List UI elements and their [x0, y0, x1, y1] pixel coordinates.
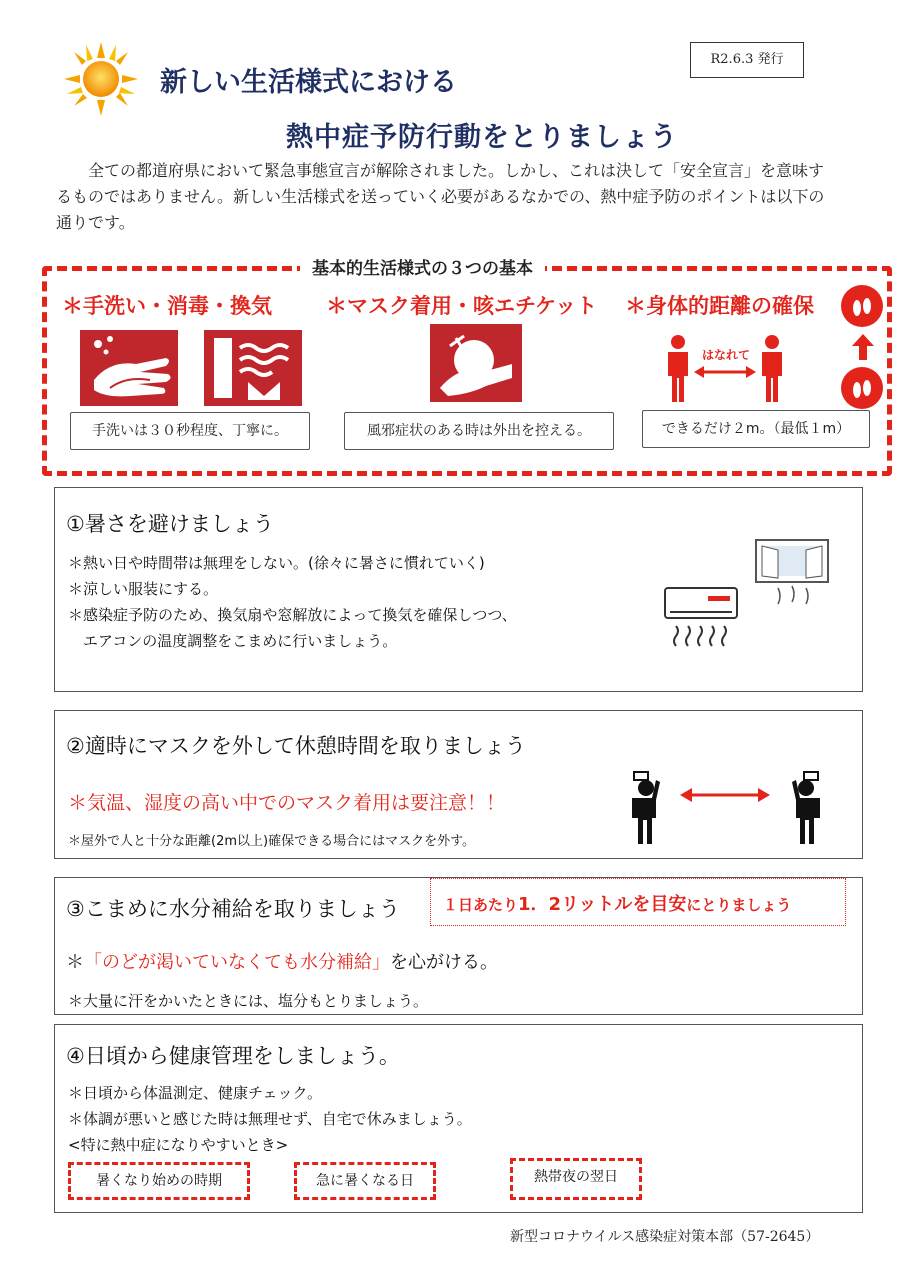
bullet: ＊ [66, 952, 84, 973]
risk-tag: 急に暑くなる日 [294, 1162, 436, 1200]
air-conditioner-icon [664, 586, 738, 648]
section1-item: エアコンの温度調整をこまめに行いましょう。 [68, 632, 398, 650]
distance-label: はなれて [702, 348, 751, 362]
issue-date-badge: R2.6.3 発行 [690, 42, 804, 78]
risk-tag: 暑くなり始めの時期 [68, 1162, 250, 1200]
footer-department: 新型コロナウイルス感染症対策本部（57‐2645） [510, 1229, 820, 1245]
section4-item: ＊体調が悪いと感じた時は無理せず、自宅で休みましょう。 [68, 1110, 472, 1128]
hydration-emphasis: 「のどが渇いていなくても水分補給」 [84, 952, 390, 973]
basics-heading-handwash: ＊手洗い・消毒・換気 [62, 294, 272, 318]
section1-item: ＊熱い日や時間帯は無理をしない。(徐々に暑さに慣れていく) [68, 554, 485, 572]
basics-title: 基本的生活様式の３つの基本 [300, 254, 545, 279]
section4-item: ＊日頃から体温測定、健康チェック。 [68, 1084, 322, 1102]
ventilation-icon [204, 330, 302, 406]
hydration-callout [430, 878, 846, 926]
callout-amount: 1．2リットルを目安 [518, 894, 687, 915]
person-icon [664, 334, 692, 404]
basics-heading-mask: ＊マスク着用・咳エチケット [326, 294, 598, 318]
page-title-line1: 新しい生活様式における [160, 67, 457, 98]
basics-heading-distance: ＊身体的距離の確保 [625, 294, 814, 318]
open-window-icon [752, 538, 832, 608]
risk-tag: 熱帯夜の翌日 [510, 1158, 642, 1200]
handwash-icon [80, 330, 178, 406]
section3-title: ③こまめに水分補給を取りましょう [66, 897, 400, 921]
page-title-line2: 熱中症予防行動をとりましょう [286, 122, 678, 153]
person-removing-mask-icon [626, 770, 666, 846]
double-arrow-icon [680, 787, 770, 803]
callout-suffix: にとりましょう [686, 896, 792, 914]
section4-subheading: <特に熱中症になりやすいとき> [68, 1136, 289, 1154]
person-icon [758, 334, 786, 404]
section2-warning: ＊気温、湿度の高い中でのマスク着用は要注意！！ [68, 792, 506, 814]
up-arrow-icon [852, 334, 874, 360]
callout-prefix: １日あたり [443, 896, 519, 914]
double-arrow-icon [694, 364, 756, 378]
caption-distance: できるだけ２m。（最低１m） [642, 410, 870, 448]
person-removing-mask-icon [786, 770, 826, 846]
section1-item: ＊涼しい服装にする。 [68, 580, 219, 598]
footprint-sticker-icon [840, 284, 884, 328]
section2-title: ②適時にマスクを外して休憩時間を取りましょう [66, 734, 526, 758]
sun-icon [62, 40, 140, 118]
section1-item: ＊感染症予防のため、換気扇や窓解放によって換気を確保しつつ、 [68, 606, 517, 624]
caption-mask: 風邪症状のある時は外出を控える。 [344, 412, 614, 450]
section3-line2: ＊大量に汗をかいたときには、塩分もとりましょう。 [68, 992, 429, 1010]
intro-paragraph: 全ての都道府県において緊急事態宣言が解除されました。しかし、これは決して「安全宣言」を意味するものではありません。新しい生活様式を送っていく必要があるなかでの、熱中症予防のポイントは以下の通りです。 [56, 161, 825, 232]
section2-note: ＊屋外で人と十分な距離(2m以上)確保できる場合にはマスクを外す。 [68, 834, 476, 849]
section3-line1 [66, 948, 498, 974]
section4-title: ④日頃から健康管理をしましょう。 [66, 1044, 400, 1068]
cough-etiquette-icon [430, 324, 522, 402]
footprint-sticker-icon [840, 366, 884, 410]
section1-title: ①暑さを避けましょう [66, 512, 274, 536]
caption-handwash: 手洗いは３０秒程度、丁寧に。 [70, 412, 310, 450]
hydration-suffix: を心がける。 [390, 952, 498, 973]
